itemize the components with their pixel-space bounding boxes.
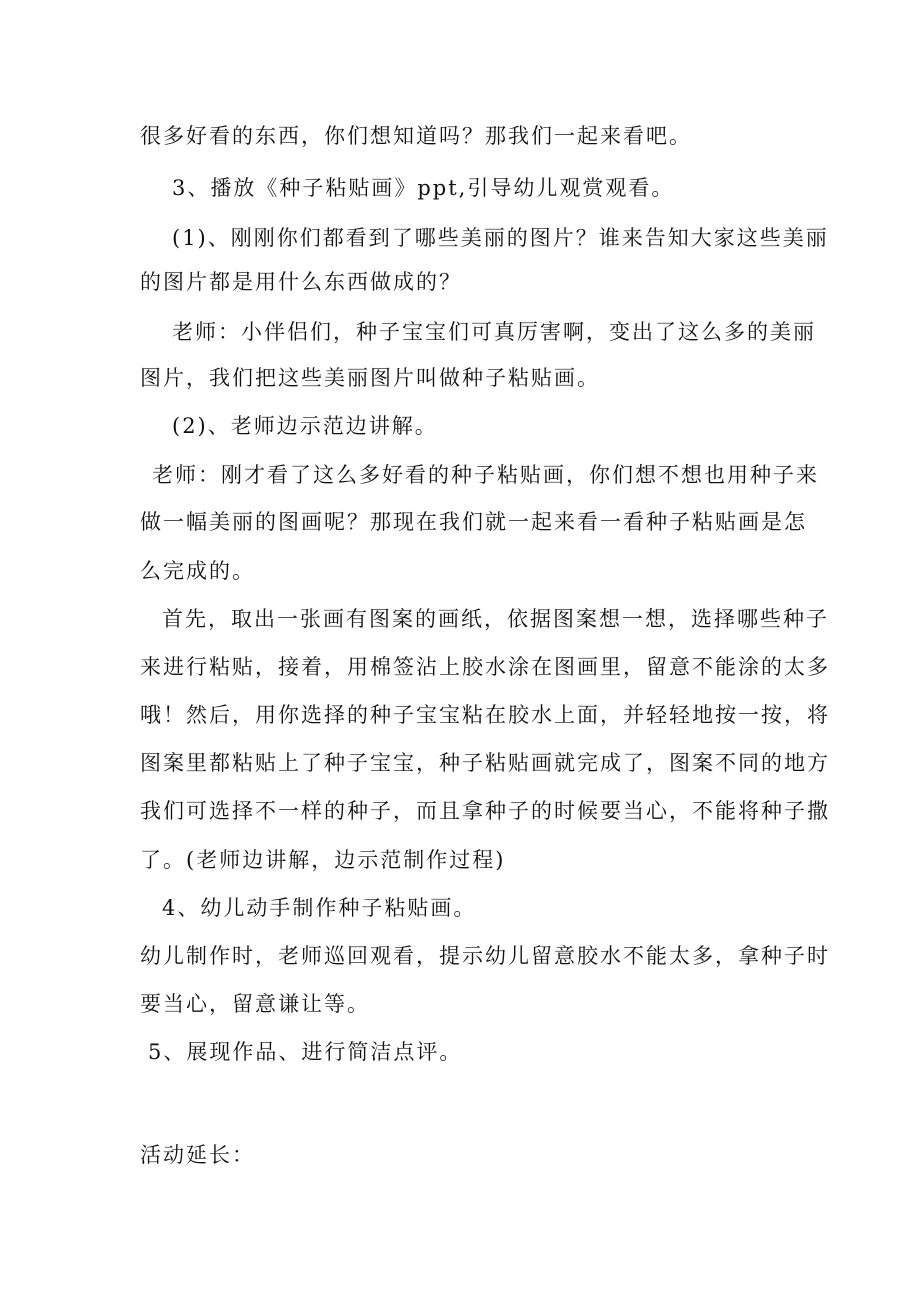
paragraph-line: 图片，我们把这些美丽图片叫做种子粘贴画。 [140, 366, 600, 390]
paragraph-line: 图案里都粘贴上了种子宝宝，种子粘贴画就完成了，图案不同的地方 [140, 751, 830, 775]
paragraph-line: 做一幅美丽的图画呢？那现在我们就一起来看一看种子粘贴画是怎 [140, 510, 807, 534]
paragraph-line: 要当心，留意谦让等。 [140, 992, 370, 1016]
section-heading: 活动延长： [140, 1143, 255, 1167]
paragraph-line: 了。(老师边讲解，边示范制作过程) [140, 848, 506, 872]
paragraph-line: 很多好看的东西，你们想知道吗？那我们一起来看吧。 [140, 124, 692, 148]
teacher-line: 老师：小伴侣们，种子宝宝们可真厉害啊，变出了这么多的美丽 [172, 320, 816, 344]
paragraph-line: 的图片都是用什么东西做成的？ [140, 270, 462, 294]
procedure-line: 首先，取出一张画有图案的画纸，依据图案想一想，选择哪些种子 [162, 607, 829, 631]
paragraph-line: 哦！然后，用你选择的种子宝宝粘在胶水上面，并轻轻地按一按，将 [140, 703, 830, 727]
teacher-line: 老师：刚才看了这么多好看的种子粘贴画，你们想不想也用种子来 [152, 463, 819, 487]
step-3-heading: 3、播放《种子粘贴画》ppt,引导幼儿观赏观看。 [172, 176, 675, 200]
step-2-line: (2)、老师边示范边讲解。 [172, 414, 438, 438]
paragraph-line: 幼儿制作时，老师巡回观看，提示幼儿留意胶水不能太多，拿种子时 [140, 944, 830, 968]
paragraph-line: 我们可选择不一样的种子，而且拿种子的时候要当心，不能将种子撒 [140, 799, 830, 823]
step-5-heading: 5、展现作品、进行简洁点评。 [148, 1040, 463, 1064]
step-4-heading: 4、幼儿动手制作种子粘贴画。 [162, 896, 477, 920]
paragraph-line: 么完成的。 [140, 559, 255, 583]
paragraph-line: 来进行粘贴，接着，用棉签沾上胶水涂在图画里，留意不能涂的太多 [140, 655, 830, 679]
question-1-line: (1)、刚刚你们都看到了哪些美丽的图片？谁来告知大家这些美丽 [172, 226, 829, 250]
